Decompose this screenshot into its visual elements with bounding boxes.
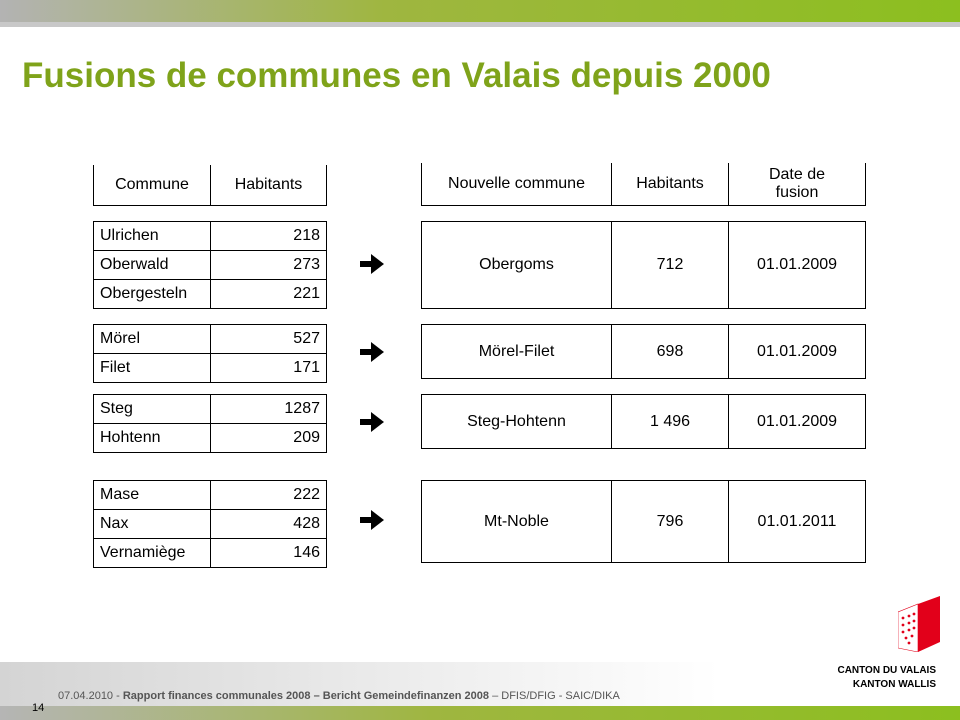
commune-name: Ulrichen	[94, 222, 211, 251]
commune-name: Obergesteln	[94, 280, 211, 309]
commune-habitants: 1287	[211, 395, 327, 424]
result-date: 01.01.2009	[729, 325, 866, 379]
commune-name: Steg	[94, 395, 211, 424]
commune-habitants: 209	[211, 424, 327, 453]
page-number: 14	[32, 702, 45, 714]
header-new-commune: Nouvelle commune	[422, 163, 612, 205]
logo-text	[828, 664, 936, 692]
header-commune: Commune	[94, 165, 211, 205]
commune-habitants: 222	[211, 481, 327, 510]
bottom-accent-bar	[0, 706, 960, 720]
footer-departments: – DFIS/DFIG - SAIC/DIKA	[489, 690, 620, 702]
result-habitants: 1 496	[612, 395, 729, 449]
header-date-line1: Date de	[768, 165, 826, 183]
commune-name: Hohtenn	[94, 424, 211, 453]
group-2-communes	[93, 324, 327, 383]
commune-habitants: 221	[211, 280, 327, 309]
result-name: Obergoms	[422, 222, 612, 309]
commune-name: Vernamiège	[94, 539, 211, 568]
commune-name: Nax	[94, 510, 211, 539]
footer-text	[58, 690, 620, 702]
result-habitants: 796	[612, 481, 729, 563]
commune-habitants: 171	[211, 354, 327, 383]
group-4-communes	[93, 480, 327, 568]
commune-habitants: 527	[211, 325, 327, 354]
footer-report-title: Rapport finances communales 2008 – Bericht Gemeindefinanzen 2008	[122, 690, 490, 702]
commune-habitants: 146	[211, 539, 327, 568]
commune-name: Filet	[94, 354, 211, 383]
table-row	[94, 251, 327, 280]
group-4-result	[421, 480, 866, 563]
arrow-right-icon	[360, 254, 384, 274]
communes-header	[93, 165, 327, 206]
table-row	[94, 222, 327, 251]
result-name: Mörel-Filet	[422, 325, 612, 379]
footer-separator: -	[113, 690, 123, 702]
commune-habitants: 428	[211, 510, 327, 539]
group-1-communes	[93, 221, 327, 309]
table-row	[94, 325, 327, 354]
result-habitants: 698	[612, 325, 729, 379]
logo-line-1: CANTON DU VALAIS	[837, 665, 936, 676]
header-fusion-date	[729, 163, 866, 205]
result-date: 01.01.2011	[729, 481, 866, 563]
group-2-result	[421, 324, 866, 379]
result-date: 01.01.2009	[729, 222, 866, 309]
top-accent-bar	[0, 0, 960, 22]
new-communes-header	[421, 163, 866, 206]
table-row	[94, 354, 327, 383]
result-name: Steg-Hohtenn	[422, 395, 612, 449]
result-date: 01.01.2009	[729, 395, 866, 449]
table-row	[94, 280, 327, 309]
group-1-result	[421, 221, 866, 309]
table-row	[94, 481, 327, 510]
commune-habitants: 273	[211, 251, 327, 280]
header-habitants: Habitants	[211, 165, 327, 205]
table-row	[94, 539, 327, 568]
group-3-communes	[93, 394, 327, 453]
commune-habitants: 218	[211, 222, 327, 251]
arrow-right-icon	[360, 342, 384, 362]
footer-date: 07.04.2010	[58, 690, 114, 702]
table-row	[94, 424, 327, 453]
result-habitants: 712	[612, 222, 729, 309]
header-new-habitants: Habitants	[612, 163, 729, 205]
header-date-line2: fusion	[775, 183, 819, 201]
result-name: Mt-Noble	[422, 481, 612, 563]
commune-name: Mörel	[94, 325, 211, 354]
arrow-right-icon	[360, 510, 384, 530]
commune-name: Mase	[94, 481, 211, 510]
top-gray-bar	[0, 22, 960, 27]
valais-flag-logo-icon	[898, 596, 940, 652]
logo-line-2: KANTON WALLIS	[852, 679, 936, 690]
group-3-result	[421, 394, 866, 449]
commune-name: Oberwald	[94, 251, 211, 280]
table-row	[94, 510, 327, 539]
page-title: Fusions de communes en Valais depuis 2000	[22, 56, 771, 95]
arrow-right-icon	[360, 412, 384, 432]
table-row	[94, 395, 327, 424]
